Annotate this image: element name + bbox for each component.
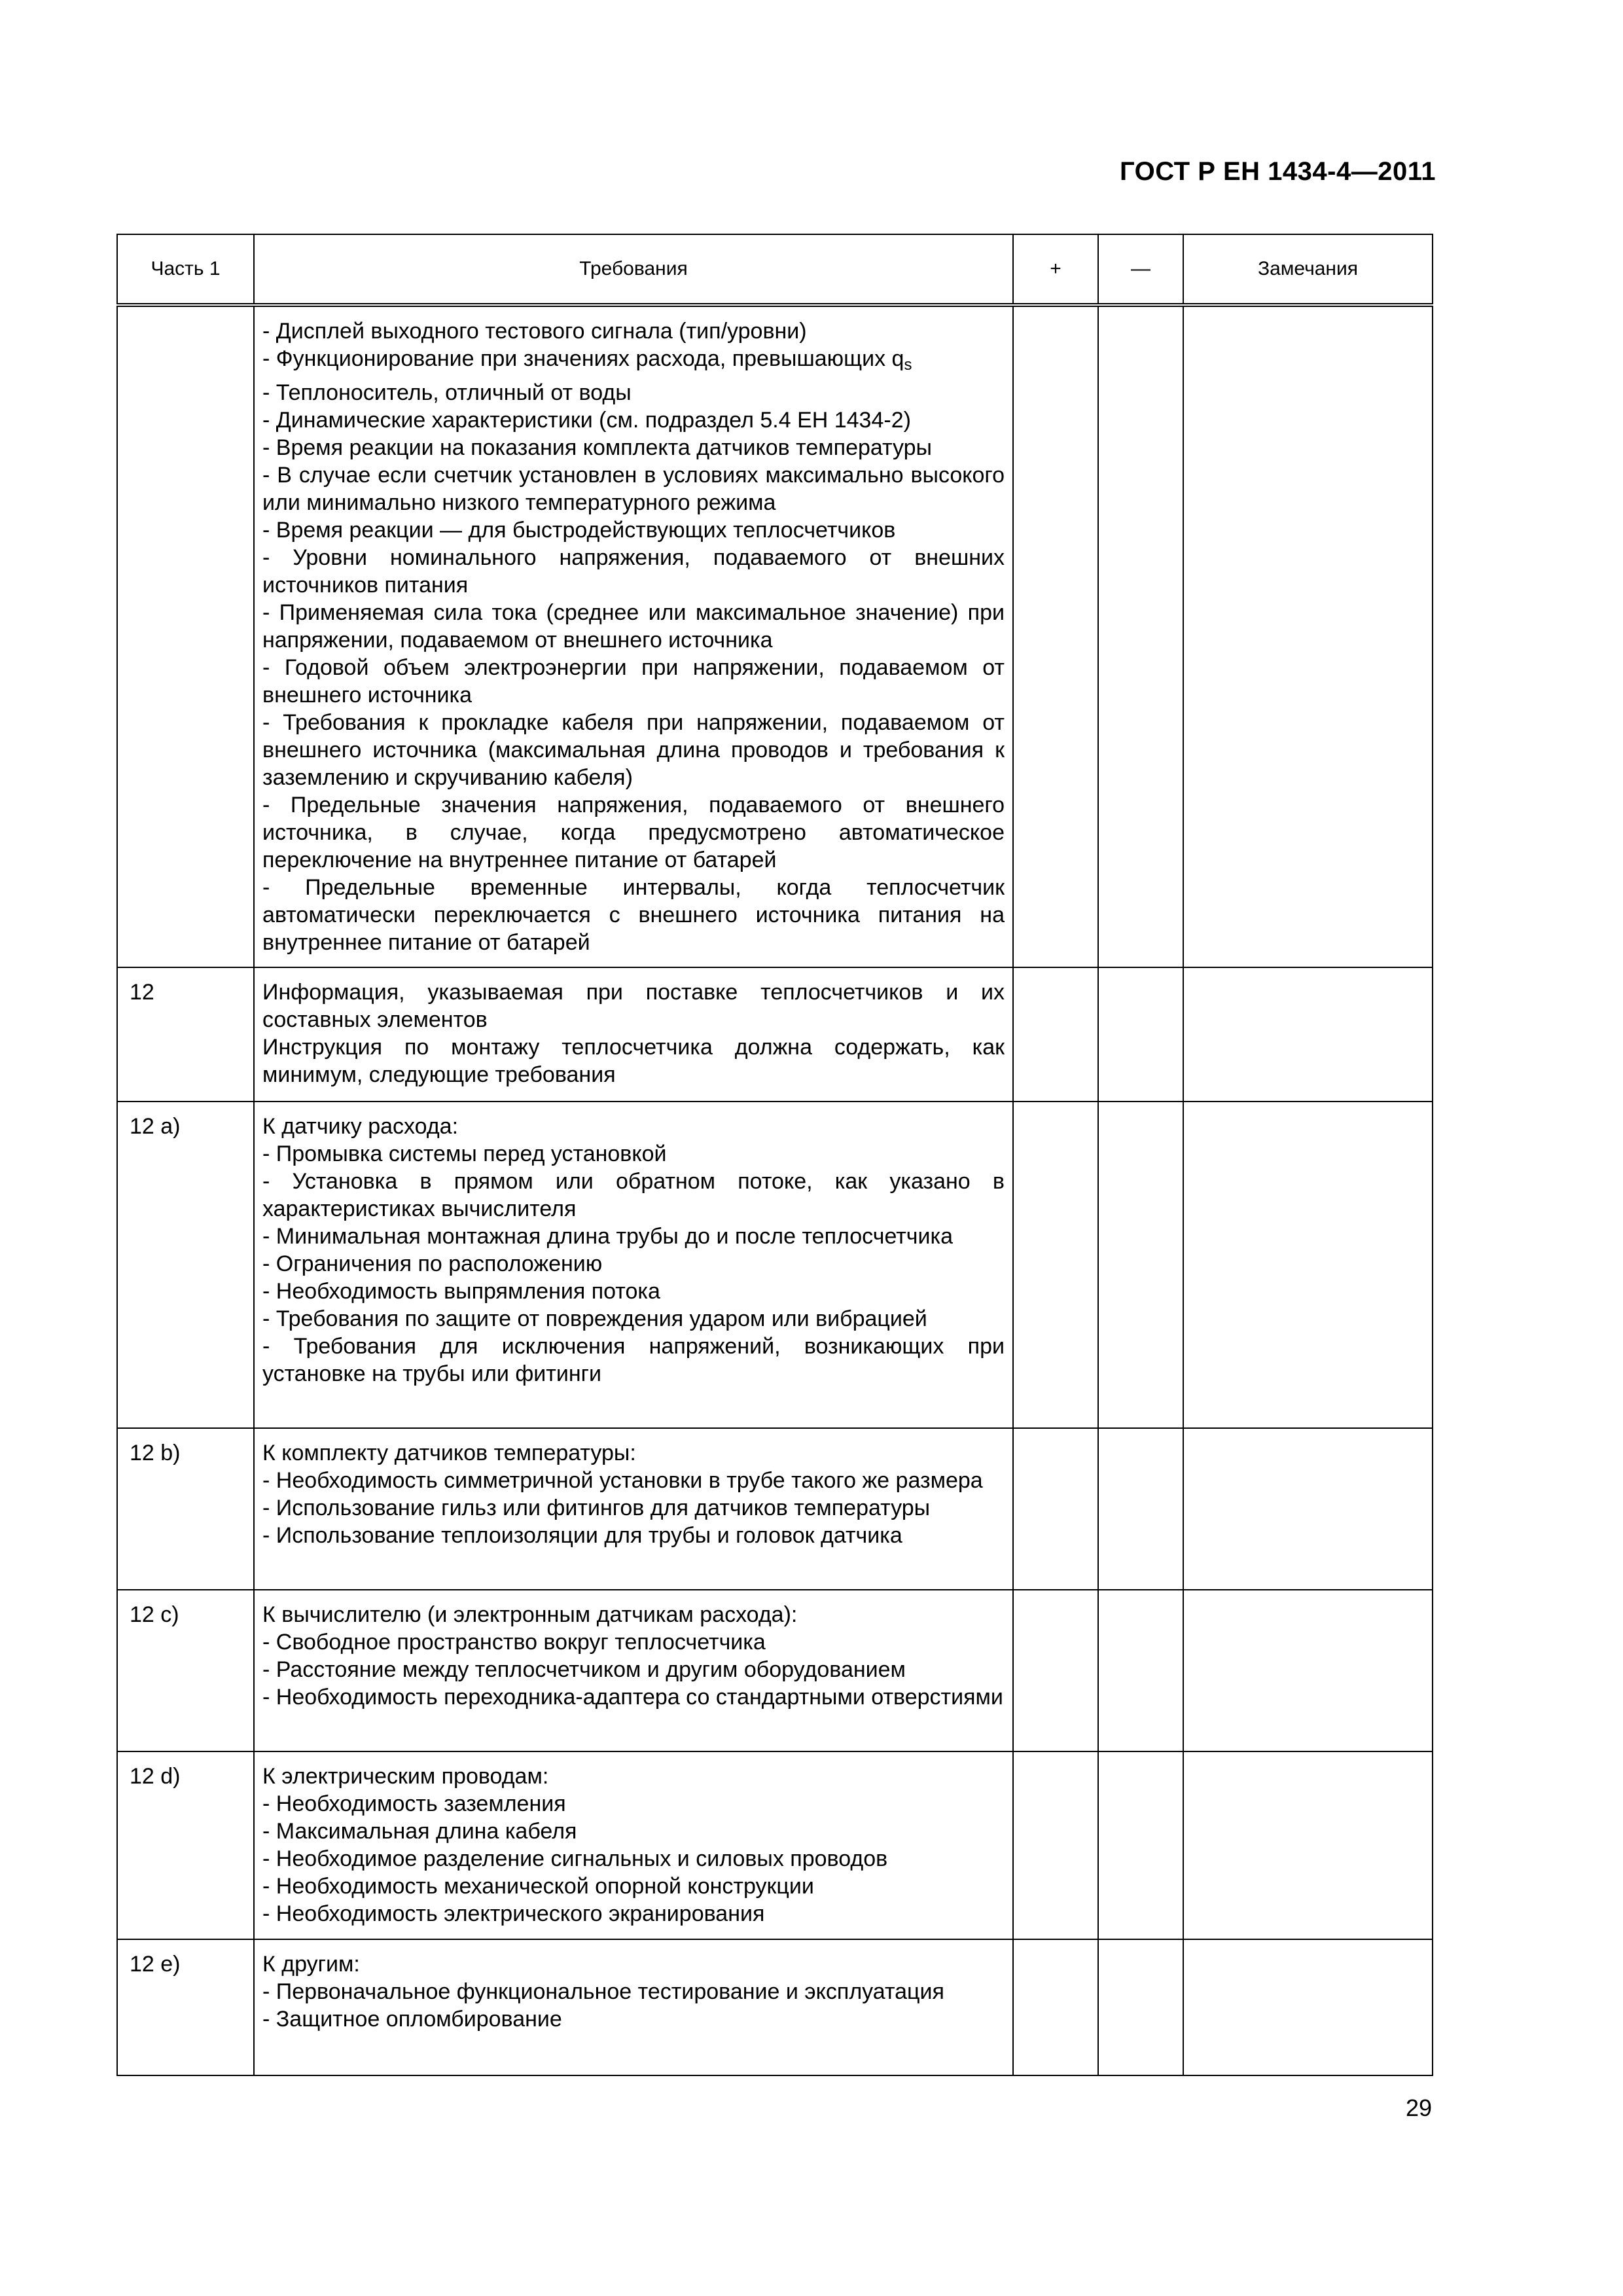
requirement-text: - Предельные значения напряжения, подаваемого от внешнего источника, в случае, когда предусмотрено автоматическое переключение на внутреннее питание от батарей bbox=[262, 793, 1005, 872]
requirement-text: - Необходимое разделение сигнальных и силовых проводов bbox=[262, 1846, 888, 1871]
requirement-text: - Годовой объем электроэнергии при напряжении, подаваемом от внешнего источника bbox=[262, 655, 1005, 708]
table-row bbox=[117, 1428, 1433, 1590]
requirement-line bbox=[262, 406, 1005, 434]
subscript: s bbox=[904, 356, 912, 374]
requirement-text: - Необходимость симметричной установки в трубе такого же размера bbox=[262, 1468, 983, 1493]
minus-cell[interactable] bbox=[1098, 1751, 1183, 1939]
notes-cell[interactable] bbox=[1183, 305, 1433, 967]
column-header-plus: + bbox=[1013, 234, 1098, 305]
column-header-minus: — bbox=[1098, 234, 1183, 305]
notes-cell[interactable] bbox=[1183, 1751, 1433, 1939]
requirement-text: - Необходимость переходника-адаптера со стандартными отверстиями bbox=[262, 1685, 1003, 1710]
table-row bbox=[117, 1102, 1433, 1428]
requirement-line bbox=[262, 1333, 1005, 1388]
notes-cell[interactable] bbox=[1183, 1939, 1433, 2075]
notes-cell[interactable] bbox=[1183, 1428, 1433, 1590]
requirement-line bbox=[262, 1845, 1005, 1873]
table-row bbox=[117, 1939, 1433, 2075]
requirement-text: К комплекту датчиков температуры: bbox=[262, 1441, 636, 1465]
requirement-text: - Время реакции на показания комплекта датчиков температуры bbox=[262, 435, 932, 460]
minus-cell[interactable] bbox=[1098, 1939, 1183, 2075]
requirement-line bbox=[262, 1601, 1005, 1628]
requirement-line bbox=[262, 1978, 1005, 2005]
requirements-table bbox=[116, 234, 1433, 2076]
part-cell: 12 d) bbox=[117, 1751, 254, 1939]
requirement-line bbox=[262, 654, 1005, 709]
requirement-line bbox=[262, 1628, 1005, 1656]
part-cell: 12 c) bbox=[117, 1590, 254, 1751]
requirement-line bbox=[262, 978, 1005, 1033]
requirement-text: Инструкция по монтажу теплосчетчика должна содержать, как минимум, следующие требования bbox=[262, 1035, 1005, 1087]
requirement-text: - Установка в прямом или обратном потоке, как указано в характеристиках вычислителя bbox=[262, 1169, 1005, 1221]
requirement-line bbox=[262, 1656, 1005, 1683]
notes-cell[interactable] bbox=[1183, 1102, 1433, 1428]
table-header-row bbox=[117, 234, 1433, 305]
requirement-text: К датчику расхода: bbox=[262, 1114, 459, 1139]
requirement-line bbox=[262, 1250, 1005, 1278]
requirement-line bbox=[262, 791, 1005, 874]
part-cell: 12 bbox=[117, 967, 254, 1102]
requirement-line bbox=[262, 516, 1005, 544]
notes-cell[interactable] bbox=[1183, 1590, 1433, 1751]
requirement-line bbox=[262, 874, 1005, 956]
requirement-text: К другим: bbox=[262, 1952, 360, 1977]
requirement-text: - Использование теплоизоляции для трубы и головок датчика bbox=[262, 1523, 902, 1548]
requirement-line bbox=[262, 317, 1005, 345]
plus-cell[interactable] bbox=[1013, 1590, 1098, 1751]
requirement-line bbox=[262, 544, 1005, 599]
requirement-line bbox=[262, 1494, 1005, 1522]
requirement-text: - Необходимость заземления bbox=[262, 1791, 566, 1816]
table-body bbox=[117, 305, 1433, 2075]
minus-cell[interactable] bbox=[1098, 1590, 1183, 1751]
minus-cell[interactable] bbox=[1098, 1102, 1183, 1428]
requirement-text: - Необходимость механической опорной конструкции bbox=[262, 1874, 814, 1899]
requirement-text: - Теплоноситель, отличный от воды bbox=[262, 380, 632, 405]
requirement-line bbox=[262, 379, 1005, 406]
requirement-text: К электрическим проводам: bbox=[262, 1764, 549, 1789]
minus-cell[interactable] bbox=[1098, 1428, 1183, 1590]
requirement-line bbox=[262, 461, 1005, 516]
requirement-text: - Предельные временные интервалы, когда теплосчетчик автоматически переключается с внешнего источника питания на внутреннее питание от батарей bbox=[262, 875, 1005, 955]
column-header-notes: Замечания bbox=[1183, 234, 1433, 305]
requirements-cell bbox=[254, 1939, 1013, 2075]
minus-cell[interactable] bbox=[1098, 967, 1183, 1102]
requirement-line bbox=[262, 1873, 1005, 1900]
column-header-part: Часть 1 bbox=[117, 234, 254, 305]
requirement-text: - Использование гильз или фитингов для датчиков температуры bbox=[262, 1496, 931, 1520]
column-header-requirements: Требования bbox=[254, 234, 1013, 305]
requirement-line bbox=[262, 1900, 1005, 1928]
minus-cell[interactable] bbox=[1098, 305, 1183, 967]
requirement-line bbox=[262, 1950, 1005, 1978]
table-row bbox=[117, 1590, 1433, 1751]
requirements-cell bbox=[254, 1751, 1013, 1939]
table-row bbox=[117, 305, 1433, 967]
requirement-text: К вычислителю (и электронным датчикам расхода): bbox=[262, 1602, 798, 1627]
plus-cell[interactable] bbox=[1013, 1751, 1098, 1939]
requirement-text: - Первоначальное функциональное тестирование и эксплуатация bbox=[262, 1979, 944, 2004]
requirements-cell bbox=[254, 1428, 1013, 1590]
page-number: 29 bbox=[1405, 2094, 1432, 2121]
requirement-line bbox=[262, 1790, 1005, 1818]
requirement-line bbox=[262, 345, 1005, 379]
requirement-text: - Требования для исключения напряжений, возникающих при установке на трубы или фитинги bbox=[262, 1334, 1005, 1386]
requirement-text: - Ограничения по расположению bbox=[262, 1251, 603, 1276]
requirement-line bbox=[262, 1113, 1005, 1140]
requirements-cell bbox=[254, 1102, 1013, 1428]
part-cell bbox=[117, 305, 254, 967]
table-row bbox=[117, 967, 1433, 1102]
part-cell: 12 a) bbox=[117, 1102, 254, 1428]
requirement-text: - Требования по защите от повреждения ударом или вибрацией bbox=[262, 1306, 927, 1331]
plus-cell[interactable] bbox=[1013, 1102, 1098, 1428]
requirement-text: - Требования к прокладке кабеля при напряжении, подаваемом от внешнего источника (максимальная длина проводов и требования к заземлению и скручиванию кабеля) bbox=[262, 710, 1005, 790]
requirement-line bbox=[262, 1305, 1005, 1333]
requirement-text: - Максимальная длина кабеля bbox=[262, 1819, 577, 1844]
plus-cell[interactable] bbox=[1013, 1939, 1098, 2075]
requirement-line bbox=[262, 434, 1005, 461]
requirement-line bbox=[262, 2005, 1005, 2033]
plus-cell[interactable] bbox=[1013, 305, 1098, 967]
requirement-text: Информация, указываемая при поставке теплосчетчиков и их составных элементов bbox=[262, 980, 1005, 1032]
requirement-text: - Минимальная монтажная длина трубы до и после теплосчетчика bbox=[262, 1224, 954, 1249]
requirement-line bbox=[262, 1168, 1005, 1223]
requirement-line bbox=[262, 1439, 1005, 1467]
plus-cell[interactable] bbox=[1013, 967, 1098, 1102]
requirement-line bbox=[262, 1467, 1005, 1494]
requirement-line bbox=[262, 1763, 1005, 1790]
requirement-text: - Расстояние между теплосчетчиком и другим оборудованием bbox=[262, 1657, 906, 1682]
plus-cell[interactable] bbox=[1013, 1428, 1098, 1590]
requirement-text: - Свободное пространство вокруг теплосчетчика bbox=[262, 1630, 766, 1655]
requirement-line bbox=[262, 1278, 1005, 1305]
requirement-text: - Защитное опломбирование bbox=[262, 2007, 562, 2032]
requirement-line bbox=[262, 1818, 1005, 1845]
requirement-line bbox=[262, 1223, 1005, 1250]
requirement-line bbox=[262, 599, 1005, 654]
requirement-line bbox=[262, 709, 1005, 791]
requirement-text: - Применяемая сила тока (среднее или максимальное значение) при напряжении, подаваемом от внешнего источника bbox=[262, 600, 1005, 653]
table-row bbox=[117, 1751, 1433, 1939]
requirement-text: - Промывка системы перед установкой bbox=[262, 1141, 667, 1166]
requirements-cell bbox=[254, 305, 1013, 967]
requirement-text: - Дисплей выходного тестового сигнала (тип/уровни) bbox=[262, 319, 807, 344]
requirement-line bbox=[262, 1140, 1005, 1168]
requirement-text: - Уровни номинального напряжения, подаваемого от внешних источников питания bbox=[262, 545, 1005, 598]
document-header: ГОСТ Р ЕН 1434-4—2011 bbox=[1120, 157, 1436, 186]
notes-cell[interactable] bbox=[1183, 967, 1433, 1102]
part-cell: 12 b) bbox=[117, 1428, 254, 1590]
requirements-cell bbox=[254, 967, 1013, 1102]
requirement-line bbox=[262, 1683, 1005, 1711]
part-cell: 12 e) bbox=[117, 1939, 254, 2075]
requirements-cell bbox=[254, 1590, 1013, 1751]
requirement-text: - Время реакции — для быстродействующих теплосчетчиков bbox=[262, 518, 896, 543]
requirement-text: - Динамические характеристики (см. подраздел 5.4 ЕН 1434-2) bbox=[262, 408, 911, 433]
requirement-text: - Необходимость электрического экранирования bbox=[262, 1901, 765, 1926]
requirement-text: - В случае если счетчик установлен в условиях максимально высокого или минимально низкого температурного режима bbox=[262, 463, 1005, 515]
requirement-text: - Функционирование при значениях расхода, превышающих q bbox=[262, 346, 904, 371]
requirement-text: - Необходимость выпрямления потока bbox=[262, 1279, 660, 1304]
requirement-line bbox=[262, 1522, 1005, 1549]
requirement-line bbox=[262, 1033, 1005, 1088]
